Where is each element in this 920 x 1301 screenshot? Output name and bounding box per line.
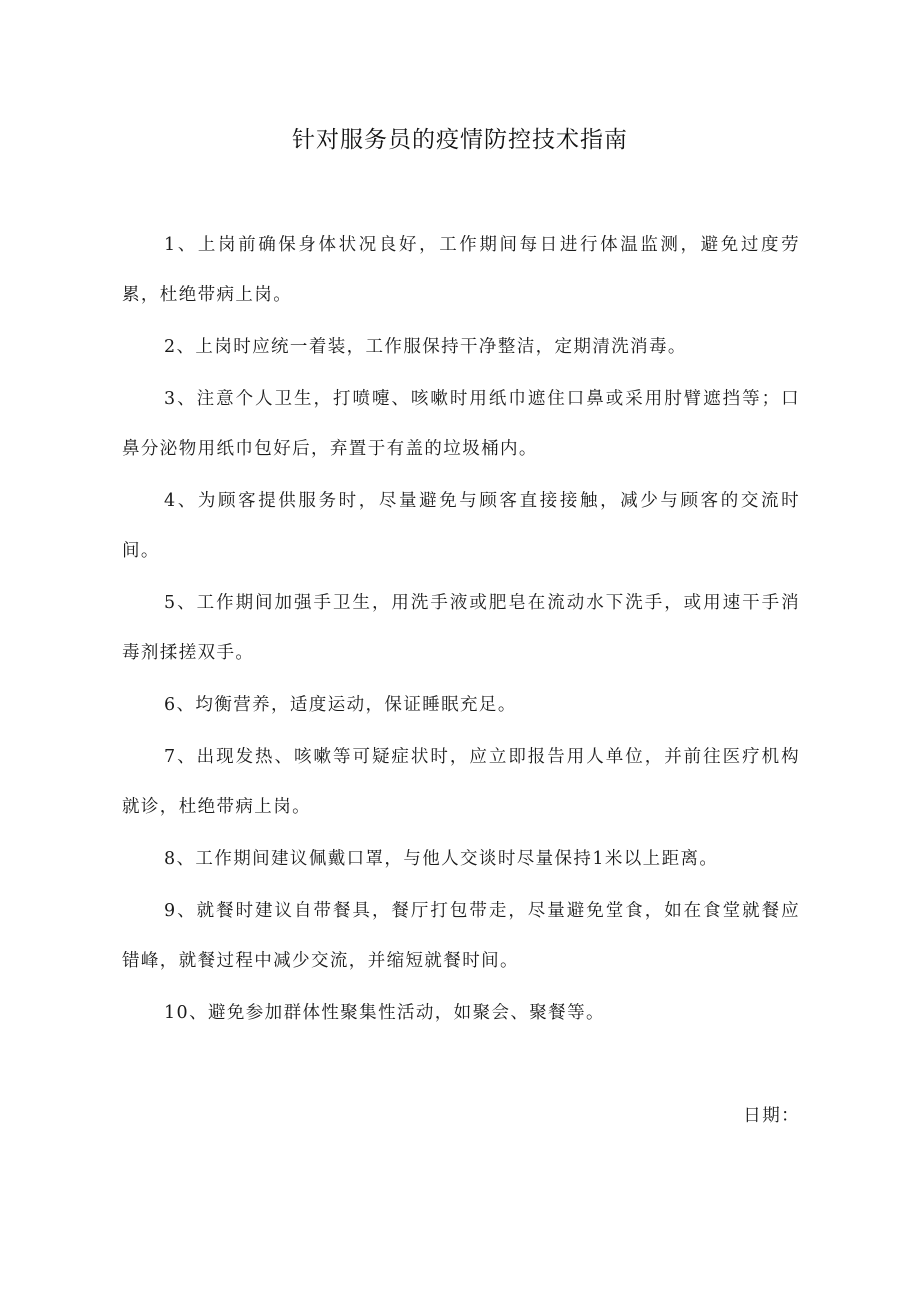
- paragraph-6: 6、均衡营养，适度运动，保证睡眠充足。: [164, 695, 517, 715]
- paragraph-9: 9、就餐时建议自带餐具，餐厅打包带走，尽量避免堂食，如在食堂就餐应错峰，就餐过程中减少交流，并缩短就餐时间。: [122, 901, 800, 971]
- paragraph-5: 5、工作期间加强手卫生，用洗手液或肥皂在流动水下洗手，或用速干手消毒剂揉搓双手。: [122, 593, 800, 663]
- paragraph-10: 10、避免参加群体性聚集性活动，如聚会、聚餐等。: [164, 1003, 605, 1023]
- document-title: 针对服务员的疫情防控技术指南: [292, 127, 628, 153]
- paragraph-4: 4、为顾客提供服务时，尽量避免与顾客直接接触，减少与顾客的交流时间。: [122, 491, 800, 561]
- paragraph-2: 2、上岗时应统一着装，工作服保持干净整洁，定期清洗消毒。: [164, 337, 687, 357]
- paragraph-1: 1、上岗前确保身体状况良好，工作期间每日进行体温监测，避免过度劳累，杜绝带病上岗。: [122, 235, 800, 305]
- date-label: 日期：: [743, 1106, 800, 1126]
- paragraph-8: 8、工作期间建议佩戴口罩，与他人交谈时尽量保持1米以上距离。: [164, 849, 719, 869]
- paragraph-3: 3、注意个人卫生，打喷嚏、咳嗽时用纸巾遮住口鼻或采用肘臂遮挡等；口鼻分泌物用纸巾包好后，弃置于有盖的垃圾桶内。: [122, 389, 800, 459]
- paragraph-7: 7、出现发热、咳嗽等可疑症状时，应立即报告用人单位，并前往医疗机构就诊，杜绝带病上岗。: [122, 747, 800, 817]
- document-body: [122, 220, 800, 1040]
